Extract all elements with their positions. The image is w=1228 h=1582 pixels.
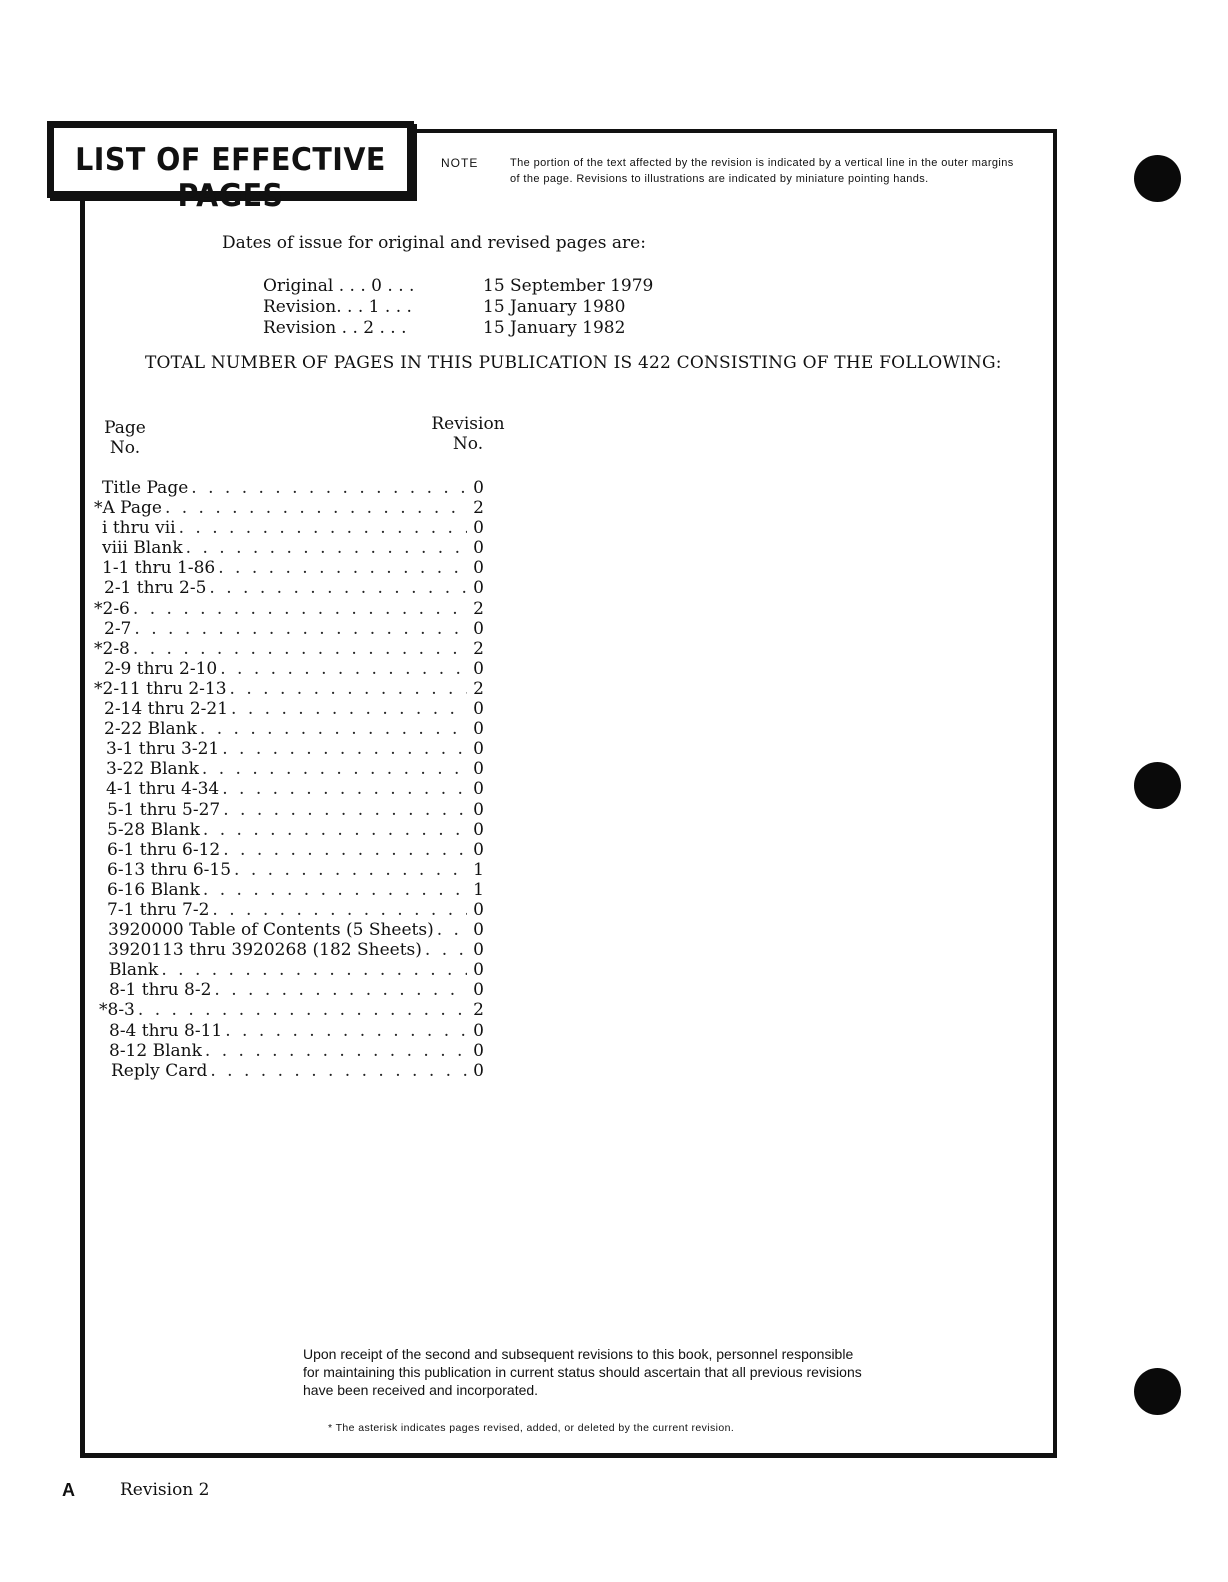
page-row bbox=[94, 1000, 484, 1020]
leader-dots bbox=[230, 679, 467, 699]
total-pages-statement: TOTAL NUMBER OF PAGES IN THIS PUBLICATION IS 422 CONSISTING OF THE FOLLOWING: bbox=[145, 353, 1002, 373]
revision-header-line1: Revision bbox=[431, 414, 505, 434]
revision-no-header bbox=[428, 414, 508, 454]
revision-header-line2: No. bbox=[452, 434, 484, 454]
page-number: *2-6 bbox=[94, 598, 130, 619]
revision-number: 0 bbox=[473, 578, 484, 599]
leader-dots bbox=[425, 940, 467, 960]
page-row bbox=[94, 1061, 484, 1081]
page-row bbox=[94, 800, 484, 820]
dates-list bbox=[263, 276, 653, 339]
revision-number: 2 bbox=[473, 498, 484, 519]
page-row bbox=[94, 599, 484, 619]
revision-number: 0 bbox=[473, 538, 484, 559]
leader-dots bbox=[223, 840, 467, 860]
leader-dots bbox=[222, 739, 467, 759]
leader-dots bbox=[186, 538, 467, 558]
page-number: 3920000 Table of Contents (5 Sheets) bbox=[108, 920, 434, 941]
page-row bbox=[94, 940, 484, 960]
revision-number: 0 bbox=[473, 618, 484, 639]
leader-dots bbox=[220, 659, 467, 679]
revision-instructions: Upon receipt of the second and subsequent revisions to this book, personnel responsible for maintaining this publication in current status should ascertain that all previous revisions have been received and incorporated. bbox=[303, 1346, 862, 1398]
page-number: 8-1 thru 8-2 bbox=[109, 980, 212, 1001]
page-row bbox=[94, 960, 484, 980]
revision-number: 0 bbox=[473, 920, 484, 941]
page-number: *2-8 bbox=[94, 638, 130, 659]
page-number: 6-16 Blank bbox=[107, 879, 200, 900]
revision-number: 0 bbox=[473, 719, 484, 740]
page-number: 1-1 thru 1-86 bbox=[102, 558, 216, 579]
page-row bbox=[94, 820, 484, 840]
revision-number: 2 bbox=[473, 598, 484, 619]
date-row-label: Revision. . . 1 . . . bbox=[263, 297, 412, 317]
leader-dots bbox=[234, 860, 467, 880]
leader-dots bbox=[203, 820, 467, 840]
page-number: 5-1 thru 5-27 bbox=[107, 799, 221, 820]
page-row bbox=[94, 739, 484, 759]
leader-dots bbox=[222, 779, 467, 799]
page-header-line1: Page bbox=[104, 418, 146, 438]
leader-dots bbox=[202, 759, 467, 779]
page-row bbox=[94, 578, 484, 598]
page-row bbox=[94, 679, 484, 699]
revision-number: 0 bbox=[473, 1040, 484, 1061]
leader-dots bbox=[437, 920, 467, 940]
footer-revision: Revision 2 bbox=[120, 1480, 210, 1500]
effective-pages-list bbox=[94, 478, 484, 1081]
note-text: The portion of the text affected by the revision is indicated by a vertical line in the outer margins of the page. Revisions to illustrations are indicated by miniature pointing hands. bbox=[510, 157, 1014, 185]
revision-number: 0 bbox=[473, 819, 484, 840]
page-number: 2-7 bbox=[104, 618, 132, 639]
page-number: 6-1 thru 6-12 bbox=[107, 839, 221, 860]
page-row bbox=[94, 619, 484, 639]
page-number: *8-3 bbox=[99, 1000, 135, 1021]
revision-number: 1 bbox=[473, 859, 484, 880]
date-row-date: 15 September 1979 bbox=[483, 276, 654, 296]
leader-dots bbox=[205, 1041, 467, 1061]
page-row bbox=[94, 699, 484, 719]
page-row bbox=[94, 659, 484, 679]
revision-number: 0 bbox=[473, 839, 484, 860]
page-number: 3-22 Blank bbox=[106, 759, 199, 780]
page-number: 4-1 thru 4-34 bbox=[106, 779, 220, 800]
binder-hole-icon bbox=[1134, 762, 1181, 809]
leader-dots bbox=[212, 900, 467, 920]
page-row bbox=[94, 1021, 484, 1041]
revision-number: 0 bbox=[473, 518, 484, 539]
revision-number: 0 bbox=[473, 739, 484, 760]
revision-number: 0 bbox=[473, 1060, 484, 1081]
date-row-label: Original . . . 0 . . . bbox=[263, 276, 415, 296]
revision-number: 0 bbox=[473, 980, 484, 1001]
revision-number: 0 bbox=[473, 899, 484, 920]
page-number: 8-4 thru 8-11 bbox=[109, 1020, 223, 1041]
revision-number: 0 bbox=[473, 1020, 484, 1041]
revision-number: 0 bbox=[473, 779, 484, 800]
page-row bbox=[94, 478, 484, 498]
revision-number: 2 bbox=[473, 638, 484, 659]
revision-number: 0 bbox=[473, 799, 484, 820]
page-row bbox=[94, 538, 484, 558]
revision-number: 0 bbox=[473, 940, 484, 961]
date-row bbox=[263, 318, 653, 339]
page-number: Title Page bbox=[102, 478, 189, 498]
page-number: Blank bbox=[109, 960, 159, 981]
page-letter: A bbox=[62, 1480, 75, 1500]
leader-dots bbox=[203, 880, 467, 900]
date-row-label: Revision . . 2 . . . bbox=[263, 318, 407, 338]
leader-dots bbox=[133, 599, 467, 619]
page-number: 6-13 thru 6-15 bbox=[107, 859, 232, 880]
dates-intro: Dates of issue for original and revised pages are: bbox=[222, 233, 646, 253]
page-row bbox=[94, 779, 484, 799]
leader-dots bbox=[231, 699, 467, 719]
date-row bbox=[263, 276, 653, 297]
leader-dots bbox=[209, 578, 467, 598]
revision-number: 2 bbox=[473, 678, 484, 699]
leader-dots bbox=[218, 558, 467, 578]
leader-dots bbox=[191, 478, 467, 498]
page-row bbox=[94, 880, 484, 900]
revision-number: 0 bbox=[473, 759, 484, 780]
page-header-line2: No. bbox=[109, 438, 141, 458]
page-number: 3920113 thru 3920268 (182 Sheets) bbox=[108, 940, 422, 961]
page-number: 2-22 Blank bbox=[104, 719, 197, 740]
date-row bbox=[263, 297, 653, 318]
leader-dots bbox=[223, 800, 467, 820]
page-row bbox=[94, 980, 484, 1000]
leader-dots bbox=[161, 960, 467, 980]
leader-dots bbox=[200, 719, 467, 739]
page-number: 8-12 Blank bbox=[109, 1040, 202, 1061]
title-box bbox=[47, 121, 414, 214]
leader-dots bbox=[165, 498, 467, 518]
binder-hole-icon bbox=[1134, 1368, 1181, 1415]
page-row bbox=[94, 759, 484, 779]
page-row bbox=[94, 900, 484, 920]
leader-dots bbox=[210, 1061, 467, 1081]
revision-number: 2 bbox=[473, 1000, 484, 1021]
revision-number: 0 bbox=[473, 478, 484, 498]
binder-hole-icon bbox=[1134, 155, 1181, 202]
page-row bbox=[94, 498, 484, 518]
page-number: 2-14 thru 2-21 bbox=[104, 699, 229, 720]
page-number: 7-1 thru 7-2 bbox=[107, 899, 210, 920]
asterisk-note: * The asterisk indicates pages revised, added, or deleted by the current revision. bbox=[328, 1422, 735, 1434]
page-number: 2-1 thru 2-5 bbox=[104, 578, 207, 599]
page-row bbox=[94, 860, 484, 880]
page-row bbox=[94, 920, 484, 940]
page-number: 5-28 Blank bbox=[107, 819, 200, 840]
revision-number: 0 bbox=[473, 960, 484, 981]
revision-number: 0 bbox=[473, 558, 484, 579]
date-row-date: 15 January 1982 bbox=[483, 318, 626, 338]
date-row-date: 15 January 1980 bbox=[483, 297, 626, 317]
page-row bbox=[94, 1041, 484, 1061]
page-row bbox=[94, 719, 484, 739]
page-number: Reply Card bbox=[111, 1060, 208, 1081]
leader-dots bbox=[179, 518, 467, 538]
leader-dots bbox=[138, 1000, 467, 1020]
page-number: *A Page bbox=[94, 498, 162, 519]
page-number: i thru vii bbox=[102, 518, 176, 539]
revision-number: 0 bbox=[473, 699, 484, 720]
page-row bbox=[94, 518, 484, 538]
leader-dots bbox=[134, 619, 467, 639]
page-number: 2-9 thru 2-10 bbox=[104, 658, 218, 679]
leader-dots bbox=[225, 1021, 467, 1041]
page-row bbox=[94, 558, 484, 578]
leader-dots bbox=[133, 639, 467, 659]
revision-number: 0 bbox=[473, 658, 484, 679]
page-no-header bbox=[102, 418, 148, 458]
page-row bbox=[94, 840, 484, 860]
page-title: LIST OF EFFECTIVE PAGES bbox=[75, 142, 386, 214]
note-label: NOTE bbox=[441, 156, 479, 170]
page-number: *2-11 thru 2-13 bbox=[94, 678, 227, 699]
page-number: 3-1 thru 3-21 bbox=[106, 739, 220, 760]
revision-number: 1 bbox=[473, 879, 484, 900]
leader-dots bbox=[214, 980, 467, 1000]
page-number: viii Blank bbox=[102, 538, 183, 559]
page-row bbox=[94, 639, 484, 659]
